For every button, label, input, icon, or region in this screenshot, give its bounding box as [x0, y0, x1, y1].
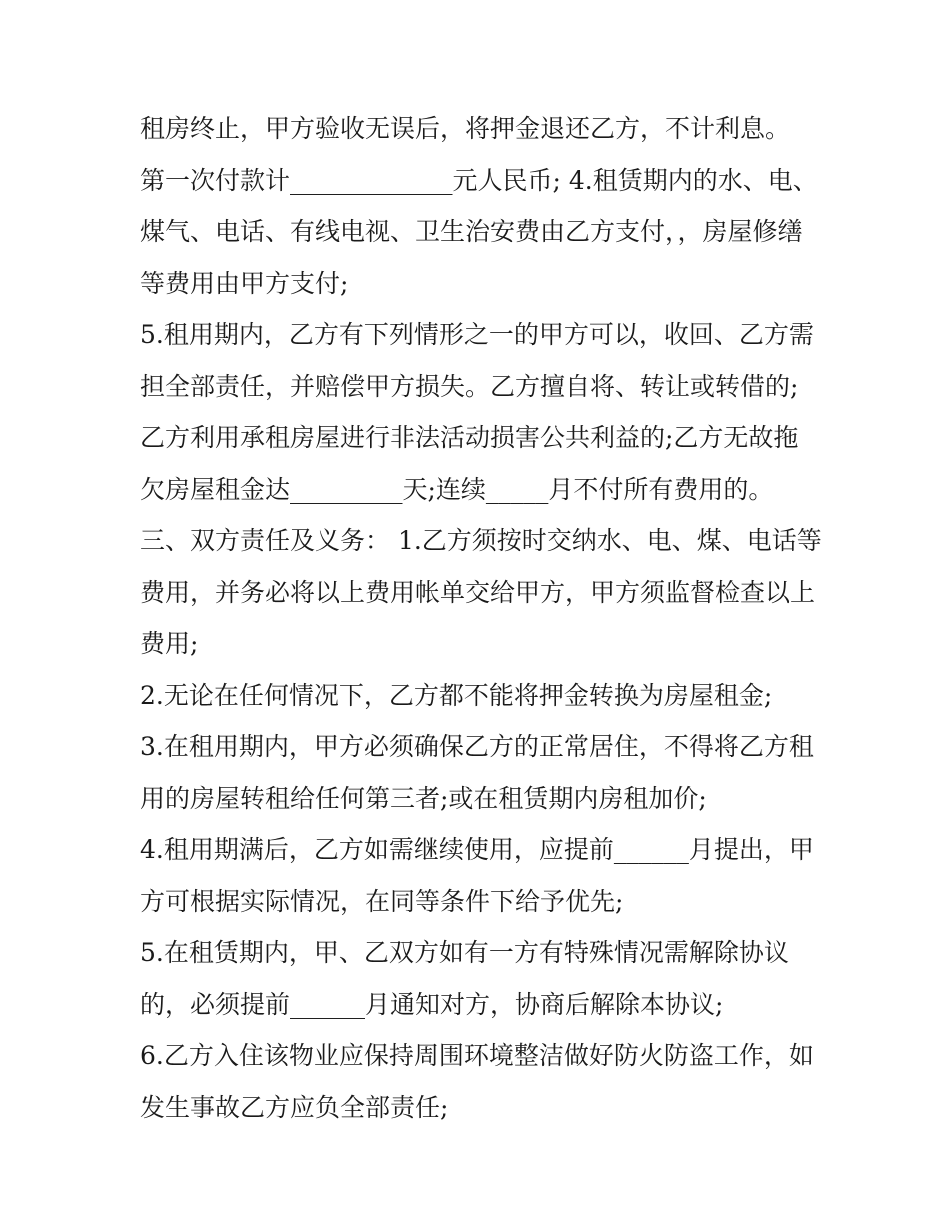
- text-line: 方可根据实际情况，在同等条件下给予优先;: [140, 886, 624, 916]
- text-line: 发生事故乙方应负全部责任;: [140, 1092, 449, 1122]
- contract-body-text: [140, 103, 820, 1133]
- text-line: 费用;: [140, 629, 199, 658]
- text-line: 费用，并务必将以上费用帐单交给甲方，甲方须监督检查以上: [140, 577, 816, 607]
- text-line: 担全部责任，并赔偿甲方损失。乙方擅自将、转让或转借的;: [140, 371, 799, 401]
- text-line: 欠房屋租金达_________天;连续_____月不付所有费用的。: [140, 474, 774, 504]
- text-line: 第一次付款计_____________元人民币; 4.租赁期内的水、电、: [140, 165, 818, 195]
- section-heading-line: 三、双方责任及义务： 1.乙方须按时交纳水、电、煤、电话等: [140, 526, 822, 555]
- text-line: 5.在租赁期内，甲、乙双方如有一方有特殊情况需解除协议: [140, 938, 789, 967]
- text-line: 乙方利用承租房屋进行非法活动损害公共利益的;乙方无故拖: [140, 423, 799, 452]
- text-line: 2.无论在任何情况下，乙方都不能将押金转换为房屋租金;: [140, 680, 773, 710]
- text-line: 4.租用期满后，乙方如需继续使用，应提前______月提出，甲: [140, 835, 814, 864]
- text-line: 煤气、电话、有线电视、卫生治安费由乙方支付，，房屋修缮: [140, 217, 803, 246]
- text-line: 租房终止，甲方验收无误后，将押金退还乙方，不计利息。: [140, 114, 791, 143]
- text-line: 用的房屋转租给任何第三者;或在租赁期内房租加价;: [140, 783, 707, 813]
- text-line: 6.乙方入住该物业应保持周围环境整洁做好防火防盗工作，如: [140, 1041, 814, 1070]
- text-line: 的，必须提前______月通知对方，协商后解除本协议;: [140, 989, 724, 1019]
- text-line: 3.在租用期内，甲方必须确保乙方的正常居住，不得将乙方租: [140, 732, 814, 761]
- text-line: 等费用由甲方支付;: [140, 268, 349, 298]
- text-line: 5.租用期内，乙方有下列情形之一的甲方可以，收回、乙方需: [140, 320, 814, 349]
